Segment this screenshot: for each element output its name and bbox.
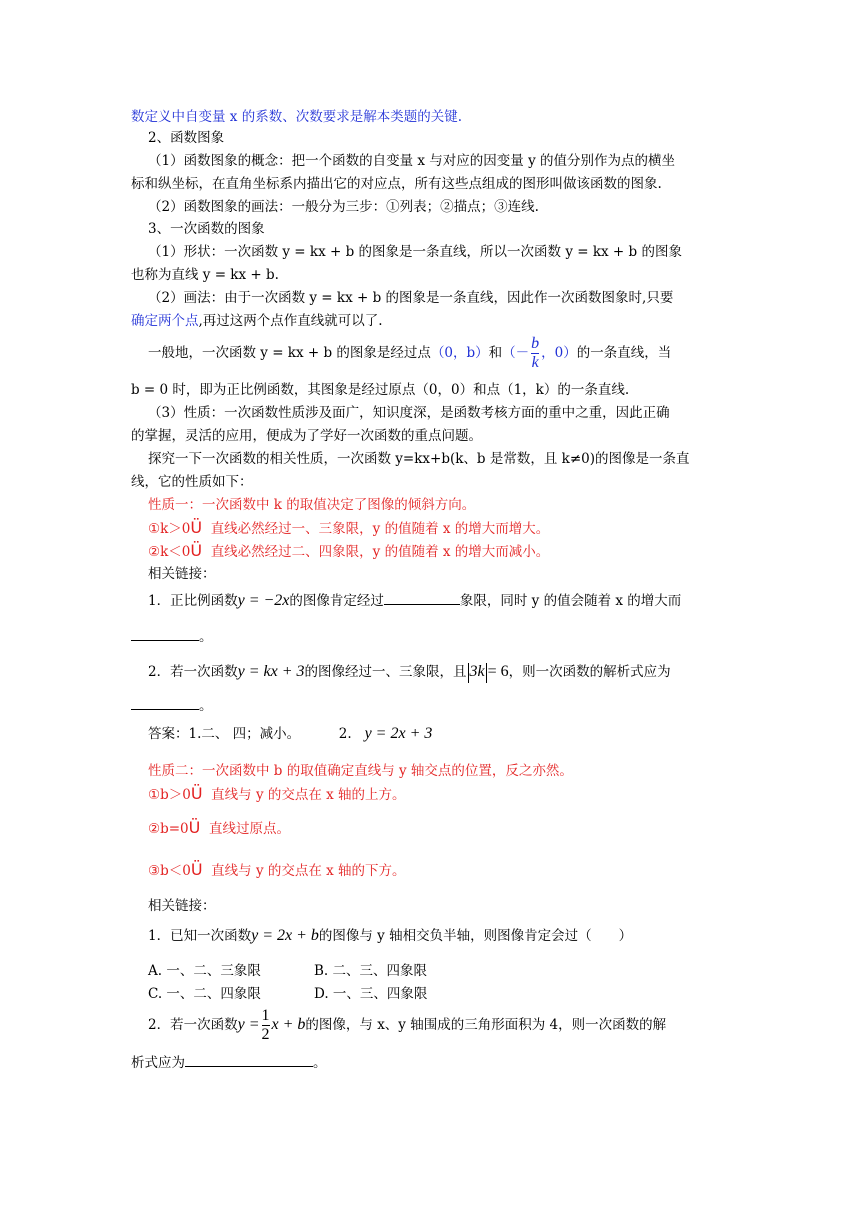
answer-blank[interactable] <box>131 628 199 641</box>
fraction-numerator: b <box>531 335 540 352</box>
method-line-1: （2）画法：由于一次函数 y = kx + b 的图象是一条直线，因此作一次函数图象时,只要 <box>148 290 674 306</box>
arrow-glyph: Ü <box>190 860 203 879</box>
options-row-2 <box>148 984 427 1004</box>
property-intro-line-2: 的掌握，灵活的应用，便成为了学好一次函数的重点问题。 <box>131 428 482 444</box>
question-2-mid: 的图像经过一、三象限，且 <box>304 664 467 680</box>
intro-line-1: 数定义中自变量 x 的系数、次数要求是解本类题的关键. <box>131 109 462 125</box>
question-3-formula: y = 2x + b <box>251 927 319 944</box>
fraction-one-half <box>262 1008 270 1043</box>
shape-line-2: 也称为直线 y = kx + b. <box>131 267 279 283</box>
section-3-heading: 3、一次函数的图象 <box>148 221 265 237</box>
section-2-heading: 2、函数图象 <box>148 130 225 146</box>
question-3-prefix: 1．已知一次函数 <box>148 928 252 944</box>
drawing-method-line: （2）函数图象的画法：一般分为三步：①列表；②描点；③连线. <box>148 199 539 215</box>
answer-blank[interactable] <box>131 697 199 710</box>
question-4-prefix: 2．若一次函数 <box>148 1017 238 1033</box>
arrow-glyph: Ü <box>190 518 203 537</box>
explore-line-2: 线，它的性质如下： <box>131 474 253 490</box>
general-line-1-text: 一般地，一次函数 y = kx + b 的图象是经过点 <box>148 345 431 361</box>
question-2-prefix: 2．若一次函数 <box>148 664 238 680</box>
question-1-prefix: 1．正比例函数 <box>148 593 238 609</box>
b-positive: ①b＞0 <box>148 787 191 803</box>
question-4 <box>148 1008 666 1043</box>
property-one-item-a <box>148 518 549 539</box>
fraction-denominator: k <box>531 354 539 371</box>
answer-1: 答案：1.二、 四；减小。 <box>148 726 301 742</box>
property-two-item-a <box>148 784 406 805</box>
question-3 <box>148 926 632 946</box>
arrow-glyph: Ü <box>190 541 203 560</box>
option-b[interactable]: B. 二、三、四象限 <box>314 963 428 979</box>
point-neg-b-over-k <box>502 335 577 371</box>
point-0-b: （0，b） <box>430 345 489 361</box>
question-1-post: 象限，同时 y 的值会随着 x 的增大而 <box>459 593 682 609</box>
b-negative: ③b＜0 <box>148 863 191 879</box>
k-negative-desc: 直线必然经过二、四象限，y 的值随着 x 的增大而减小。 <box>210 544 550 560</box>
concept-line-2: 标和纵坐标，在直角坐标系内描出它的对应点，所有这些点组成的图形叫做该函数的图象. <box>131 176 662 192</box>
related-links-2: 相关链接： <box>148 898 216 914</box>
arrow-glyph: Ü <box>188 818 201 837</box>
question-1-line-2 <box>131 627 213 647</box>
fraction-denominator: 2 <box>261 1026 270 1043</box>
answer-2-label: 2. <box>338 726 352 742</box>
answer-blank[interactable] <box>384 592 460 605</box>
abs-equals-6: = 6 <box>487 663 509 680</box>
point-open: （－ <box>502 345 530 361</box>
property-two-item-c <box>148 860 406 881</box>
point-close: ，0） <box>541 345 577 361</box>
answer-2-formula: y = 2x + 3 <box>364 725 433 742</box>
options-row-1 <box>148 961 427 981</box>
k-positive: ①k＞0 <box>148 521 191 537</box>
question-1-mid: 的图像肯定经过 <box>289 593 384 609</box>
property-two-item-b <box>148 818 290 839</box>
general-line-2: b = 0 时，即为正比例函数，其图象是经过原点（0，0）和点（1，k）的一条直线. <box>131 382 630 398</box>
concept-line-1: （1）函数图象的概念：把一个函数的自变量 x 与对应的因变量 y 的值分别作为点的横坐 <box>148 153 675 169</box>
question-2-end: 。 <box>199 698 213 714</box>
abs-3k: 3k <box>469 663 485 680</box>
property-one-item-b <box>148 541 549 562</box>
and-text: 和 <box>488 345 503 361</box>
question-2-post: ，则一次函数的解析式应为 <box>508 664 671 680</box>
k-negative: ②k＜0 <box>148 544 191 560</box>
question-4-y: y = <box>237 1016 260 1033</box>
question-2-formula: y = kx + 3 <box>237 663 305 680</box>
b-zero: ②b=0 <box>148 821 189 837</box>
shape-line-1: （1）形状：一次函数 y = kx + b 的图象是一条直线，所以一次函数 y = kx + b 的图象 <box>148 244 682 260</box>
two-points-highlight: 确定两个点 <box>131 313 199 329</box>
property-intro-line-1: （3）性质：一次函数性质涉及面广，知识度深，是函数考核方面的重中之重，因此正确 <box>148 405 670 421</box>
property-one-title: 性质一：一次函数中 k 的取值决定了图像的倾斜方向。 <box>148 497 476 513</box>
arrow-glyph: Ü <box>190 784 203 803</box>
b-zero-desc: 直线过原点。 <box>208 821 290 837</box>
k-positive-desc: 直线必然经过一、三象限，y 的值随着 x 的增大而增大。 <box>210 521 550 537</box>
b-positive-desc: 直线与 y 的交点在 x 轴的上方。 <box>211 787 406 803</box>
fraction-b-over-k <box>531 336 539 371</box>
option-d[interactable]: D. 一、三、四象限 <box>314 986 428 1002</box>
method-line-2 <box>131 311 383 331</box>
answer-line <box>148 724 432 744</box>
question-1-end: 。 <box>199 629 213 645</box>
question-4-line-2-text: 析式应为 <box>131 1055 185 1071</box>
option-c[interactable]: C. 一、二、四象限 <box>148 986 261 1002</box>
explore-line-1: 探究一下一次函数的相关性质，一次函数 y=kx+b(k、b 是常数，且 k≠0)的图像是一条直 <box>148 451 690 467</box>
general-line-1-end: 的一条直线，当 <box>576 345 672 361</box>
question-1-formula: y = −2x <box>237 592 290 609</box>
question-3-post: 的图像与 y 轴相交负半轴，则图像肯定会过（ ） <box>318 928 633 944</box>
option-a[interactable]: A. 一、二、三象限 <box>148 963 261 979</box>
question-2 <box>148 662 671 683</box>
property-two-title: 性质二：一次函数中 b 的取值确定直线与 y 轴交点的位置，反之亦然。 <box>148 763 573 779</box>
question-4-post: 的图像，与 x、y 轴围成的三角形面积为 4，则一次函数的解 <box>305 1017 667 1033</box>
b-negative-desc: 直线与 y 的交点在 x 轴的下方。 <box>211 863 406 879</box>
question-4-formula-rest: x + b <box>271 1016 306 1033</box>
related-links-1: 相关链接： <box>148 566 216 582</box>
method-line-2-rest: ,再过这两个点作直线就可以了. <box>198 313 383 329</box>
question-2-line-2 <box>131 696 213 716</box>
general-line-1 <box>148 336 671 371</box>
question-1 <box>148 591 681 611</box>
question-4-end: 。 <box>313 1055 327 1071</box>
fraction-numerator: 1 <box>261 1007 270 1024</box>
answer-blank[interactable] <box>185 1054 313 1067</box>
question-4-line-2 <box>131 1053 327 1073</box>
